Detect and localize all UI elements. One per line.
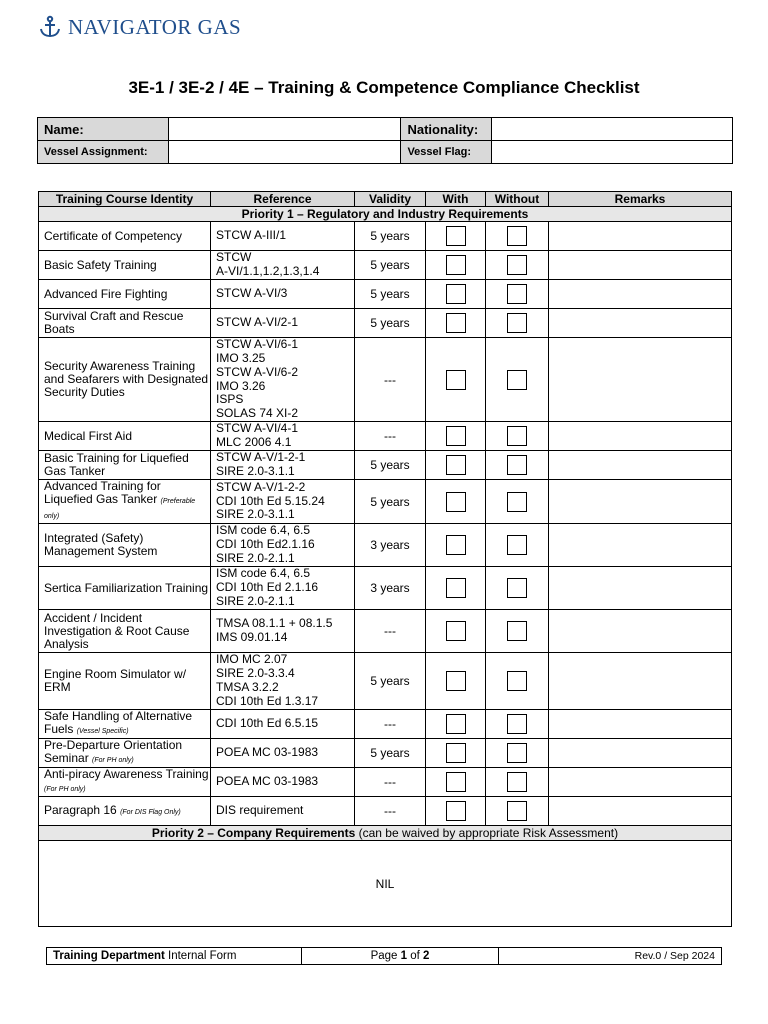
with-checkbox[interactable]	[446, 578, 466, 598]
reference-line: ISM code 6.4, 6.5	[216, 523, 311, 538]
with-cell	[426, 524, 486, 567]
without-checkbox[interactable]	[507, 671, 527, 691]
without-cell	[486, 422, 549, 451]
nationality-label: Nationality:	[401, 118, 492, 141]
validity-cell: ---	[355, 338, 426, 422]
without-cell	[486, 251, 549, 280]
course-name-cell	[39, 768, 211, 797]
without-checkbox[interactable]	[507, 284, 527, 304]
reference-line: STCW A-VI/6-1	[216, 337, 299, 352]
without-checkbox[interactable]	[507, 455, 527, 475]
without-checkbox[interactable]	[507, 801, 527, 821]
reference-cell	[211, 567, 355, 610]
vessel-assignment-field[interactable]	[168, 141, 401, 164]
with-cell	[426, 797, 486, 826]
with-cell	[426, 338, 486, 422]
course-row	[39, 309, 732, 338]
without-checkbox[interactable]	[507, 370, 527, 390]
with-checkbox[interactable]	[446, 226, 466, 246]
remarks-field[interactable]	[549, 222, 732, 251]
with-cell	[426, 309, 486, 338]
nationality-field[interactable]	[492, 118, 733, 141]
page-prefix: Page	[370, 950, 401, 962]
vessel-flag-label: Vessel Flag:	[401, 141, 492, 164]
priority-2-row	[39, 826, 732, 841]
with-checkbox[interactable]	[446, 284, 466, 304]
course-row	[39, 251, 732, 280]
with-checkbox[interactable]	[446, 426, 466, 446]
course-row	[39, 739, 732, 768]
course-name-cell	[39, 480, 211, 524]
reference-line: CDI 10th Ed 2.1.16	[216, 580, 319, 595]
without-checkbox[interactable]	[507, 578, 527, 598]
without-cell	[486, 480, 549, 524]
course-row	[39, 524, 732, 567]
course-name-cell	[39, 422, 211, 451]
course-name: Survival Craft and Rescue Boats	[44, 309, 184, 336]
course-name-cell	[39, 280, 211, 309]
validity-cell: ---	[355, 422, 426, 451]
course-name-cell	[39, 739, 211, 768]
priority-1-label: Priority 1 – Regulatory and Industry Requirements	[241, 206, 529, 221]
header-course: Training Course Identity	[39, 192, 211, 207]
without-cell	[486, 451, 549, 480]
without-checkbox[interactable]	[507, 255, 527, 275]
without-cell	[486, 710, 549, 739]
course-note: (For PH only)	[92, 757, 134, 764]
reference-cell	[211, 338, 355, 422]
reference-line: SIRE 2.0-2.1.1	[216, 550, 295, 565]
without-checkbox[interactable]	[507, 772, 527, 792]
course-row	[39, 610, 732, 653]
footer-page-number	[302, 948, 499, 965]
validity-cell: 5 years	[355, 451, 426, 480]
priority-2-label: Priority 2 – Company Requirements	[151, 825, 356, 840]
course-name-cell	[39, 451, 211, 480]
course-name-cell	[39, 524, 211, 567]
without-cell	[486, 309, 549, 338]
course-name: Integrated (Safety) Management System	[44, 531, 158, 558]
course-name: Certificate of Competency	[44, 228, 183, 243]
validity-cell: 3 years	[355, 524, 426, 567]
reference-line: SIRE 2.0-3.1.1	[216, 464, 295, 478]
reference-line: STCW	[216, 250, 252, 265]
remarks-field[interactable]	[549, 610, 732, 653]
with-cell	[426, 280, 486, 309]
remarks-field[interactable]	[549, 797, 732, 826]
without-checkbox[interactable]	[507, 492, 527, 512]
reference-cell	[211, 797, 355, 826]
with-checkbox[interactable]	[446, 671, 466, 691]
course-name-cell	[39, 797, 211, 826]
form-footer	[46, 947, 722, 965]
with-checkbox[interactable]	[446, 801, 466, 821]
reference-cell	[211, 768, 355, 797]
course-note: (For DIS Flag Only)	[120, 808, 181, 816]
reference-line: STCW A-V/1-2-2	[216, 479, 306, 494]
page-num: 1	[400, 950, 408, 962]
remarks-field[interactable]	[549, 653, 732, 710]
reference-line: STCW A-V/1-2-1	[216, 450, 306, 465]
remarks-field[interactable]	[549, 280, 732, 309]
with-cell	[426, 739, 486, 768]
course-name: Basic Training for Liquefied Gas Tanker	[44, 451, 189, 478]
with-checkbox[interactable]	[446, 621, 466, 641]
training-checklist-table	[38, 191, 732, 927]
reference-line: TMSA 08.1.1 + 08.1.5	[216, 616, 333, 631]
with-checkbox[interactable]	[446, 455, 466, 475]
reference-line: DIS requirement	[216, 803, 304, 818]
without-cell	[486, 739, 549, 768]
with-checkbox[interactable]	[446, 714, 466, 734]
course-name-cell	[39, 222, 211, 251]
remarks-field[interactable]	[549, 309, 732, 338]
course-name-cell	[39, 338, 211, 422]
course-note: (For PH only)	[44, 786, 86, 793]
remarks-field[interactable]	[549, 739, 732, 768]
reference-cell	[211, 251, 355, 280]
validity-cell: ---	[355, 710, 426, 739]
validity-cell: ---	[355, 768, 426, 797]
reference-line: STCW A-VI/4-1	[216, 421, 299, 436]
reference-line: A-VI/1.1,1.2,1.3,1.4	[216, 264, 320, 278]
course-name: Security Awareness Training and Seafarers with Designated Security Duties	[44, 359, 209, 399]
validity-cell: 5 years	[355, 653, 426, 710]
course-name: Engine Room Simulator w/ ERM	[44, 667, 187, 694]
header-row	[39, 192, 732, 207]
reference-line: STCW A-III/1	[216, 228, 287, 243]
course-name-cell	[39, 309, 211, 338]
reference-line: SIRE 2.0-3.3.4	[216, 666, 295, 681]
course-row	[39, 222, 732, 251]
without-cell	[486, 222, 549, 251]
with-checkbox[interactable]	[446, 535, 466, 555]
reference-line: ISPS	[216, 392, 244, 407]
course-name: Basic Safety Training	[44, 257, 157, 272]
without-cell	[486, 338, 549, 422]
remarks-field[interactable]	[549, 451, 732, 480]
without-cell	[486, 280, 549, 309]
course-name-cell	[39, 710, 211, 739]
remarks-field[interactable]	[549, 567, 732, 610]
course-row	[39, 567, 732, 610]
course-row	[39, 480, 732, 524]
reference-line: SIRE 2.0-3.1.1	[216, 507, 295, 522]
reference-line: POEA MC 03-1983	[216, 774, 319, 789]
reference-cell	[211, 309, 355, 338]
remarks-field[interactable]	[549, 338, 732, 422]
course-row	[39, 653, 732, 710]
course-row	[39, 280, 732, 309]
without-checkbox[interactable]	[507, 621, 527, 641]
with-cell	[426, 653, 486, 710]
reference-line: IMO MC 2.07	[216, 652, 288, 667]
course-name: Accident / Incident Investigation & Root Cause Analysis	[44, 610, 190, 651]
page-mid: of	[407, 950, 424, 962]
reference-line: SIRE 2.0-2.1.1	[216, 593, 295, 608]
course-name: Medical First Aid	[44, 428, 133, 443]
with-cell	[426, 610, 486, 653]
remarks-field[interactable]	[549, 251, 732, 280]
vessel-flag-field[interactable]	[492, 141, 733, 164]
reference-line: STCW A-VI/3	[216, 286, 288, 301]
priority-2-content-row	[39, 841, 732, 927]
course-name: Advanced Training for Liquefied Gas Tanker	[44, 479, 161, 506]
reference-line: IMO 3.25	[216, 350, 266, 365]
course-name: Advanced Fire Fighting	[44, 286, 168, 301]
with-checkbox[interactable]	[446, 370, 466, 390]
reference-line: ISM code 6.4, 6.5	[216, 566, 311, 581]
course-row	[39, 451, 732, 480]
without-cell	[486, 653, 549, 710]
course-row	[39, 422, 732, 451]
footer-form-type: Internal Form	[164, 950, 237, 962]
reference-cell	[211, 451, 355, 480]
without-cell	[486, 797, 549, 826]
without-cell	[486, 610, 549, 653]
course-name: Safe Handling of Alternative Fuels	[44, 709, 193, 736]
with-cell	[426, 422, 486, 451]
reference-line: IMS 09.01.14	[216, 630, 288, 644]
course-name: Sertica Familiarization Training	[44, 580, 209, 595]
validity-cell: 5 years	[355, 251, 426, 280]
vessel-assignment-label: Vessel Assignment:	[38, 141, 169, 164]
with-cell	[426, 222, 486, 251]
header-without: Without	[486, 192, 549, 207]
course-note: (Preferable only)	[44, 498, 196, 520]
with-cell	[426, 710, 486, 739]
reference-line: TMSA 3.2.2	[216, 680, 279, 694]
with-checkbox[interactable]	[446, 313, 466, 333]
with-cell	[426, 567, 486, 610]
with-cell	[426, 768, 486, 797]
validity-cell: ---	[355, 610, 426, 653]
reference-line: CDI 10th Ed 6.5.15	[216, 716, 319, 731]
reference-cell	[211, 222, 355, 251]
reference-cell	[211, 710, 355, 739]
remarks-field[interactable]	[549, 768, 732, 797]
header-validity: Validity	[355, 192, 426, 207]
reference-line: POEA MC 03-1983	[216, 745, 319, 760]
course-name-cell	[39, 251, 211, 280]
course-name-cell	[39, 567, 211, 610]
course-name: Anti-piracy Awareness Training	[44, 767, 209, 781]
reference-line: STCW A-VI/2-1	[216, 315, 299, 330]
reference-cell	[211, 480, 355, 524]
reference-cell	[211, 524, 355, 567]
course-row	[39, 338, 732, 422]
without-checkbox[interactable]	[507, 226, 527, 246]
without-checkbox[interactable]	[507, 743, 527, 763]
remarks-field[interactable]	[549, 480, 732, 524]
header-with: With	[426, 192, 486, 207]
footer-revision: Rev.0 / Sep 2024	[499, 948, 722, 965]
course-name: Paragraph 16	[44, 802, 117, 817]
validity-cell: 5 years	[355, 739, 426, 768]
priority-2-note: (can be waived by appropriate Risk Assessment)	[355, 825, 619, 840]
remarks-field[interactable]	[549, 524, 732, 567]
without-cell	[486, 524, 549, 567]
reference-cell	[211, 280, 355, 309]
company-logo	[38, 14, 241, 40]
page-title: 3E-1 / 3E-2 / 4E – Training & Competence Compliance Checklist	[128, 78, 640, 97]
remarks-field[interactable]	[549, 710, 732, 739]
with-cell	[426, 451, 486, 480]
validity-cell: ---	[355, 797, 426, 826]
without-checkbox[interactable]	[507, 714, 527, 734]
anchor-icon	[38, 15, 62, 39]
reference-line: CDI 10th Ed2.1.16	[216, 537, 315, 552]
name-field[interactable]	[168, 118, 401, 141]
validity-cell: 5 years	[355, 480, 426, 524]
course-note: (Vessel Specific)	[76, 728, 129, 735]
course-row	[39, 797, 732, 826]
without-checkbox[interactable]	[507, 426, 527, 446]
crew-info-table	[37, 117, 733, 164]
page-total: 2	[423, 950, 430, 962]
validity-cell: 5 years	[355, 222, 426, 251]
with-cell	[426, 251, 486, 280]
header-remarks: Remarks	[549, 192, 732, 207]
reference-line: CDI 10th Ed 5.15.24	[216, 493, 325, 508]
without-cell	[486, 768, 549, 797]
name-label: Name:	[38, 118, 169, 141]
reference-line: MLC 2006 4.1	[216, 435, 292, 449]
reference-line: CDI 10th Ed 1.3.17	[216, 693, 319, 708]
validity-cell: 3 years	[355, 567, 426, 610]
with-checkbox[interactable]	[446, 772, 466, 792]
reference-cell	[211, 653, 355, 710]
reference-line: IMO 3.26	[216, 378, 266, 393]
course-row	[39, 710, 732, 739]
without-cell	[486, 567, 549, 610]
course-name-cell	[39, 653, 211, 710]
course-name-cell	[39, 610, 211, 653]
course-row	[39, 768, 732, 797]
validity-cell: 5 years	[355, 280, 426, 309]
without-checkbox[interactable]	[507, 313, 527, 333]
reference-line: SOLAS 74 XI-2	[216, 406, 299, 421]
footer-form-name	[47, 948, 302, 965]
reference-line: STCW A-VI/6-2	[216, 364, 299, 379]
reference-cell	[211, 610, 355, 653]
with-cell	[426, 480, 486, 524]
without-checkbox[interactable]	[507, 535, 527, 555]
reference-cell	[211, 422, 355, 451]
validity-cell: 5 years	[355, 309, 426, 338]
remarks-field[interactable]	[549, 422, 732, 451]
course-name: Pre-Departure Orientation Seminar	[44, 738, 183, 765]
priority-1-row	[39, 207, 732, 222]
with-checkbox[interactable]	[446, 492, 466, 512]
nil-text: NIL	[39, 841, 732, 927]
with-checkbox[interactable]	[446, 255, 466, 275]
reference-cell	[211, 739, 355, 768]
footer-dept: Training Department	[53, 950, 165, 962]
brand-name: NAVIGATOR GAS	[68, 15, 242, 39]
header-reference: Reference	[211, 192, 355, 207]
with-checkbox[interactable]	[446, 743, 466, 763]
